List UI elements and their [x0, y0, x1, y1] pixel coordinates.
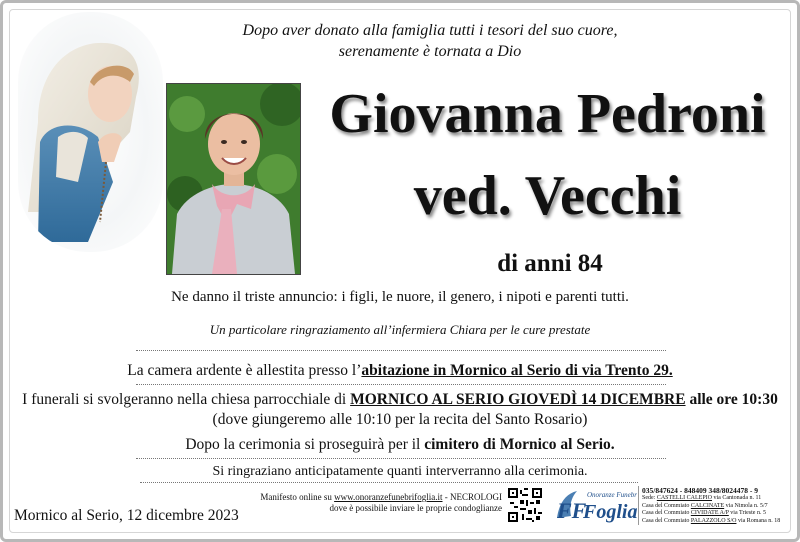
contact-line — [642, 503, 796, 511]
online-site-link[interactable]: www.onoranzefunebrifoglia.it — [334, 492, 443, 502]
portrait-illustration — [167, 84, 300, 274]
logo-name: Foglia — [583, 501, 637, 523]
contact-address: via Romana n. 18 — [736, 517, 781, 524]
funeral-home-contacts — [638, 486, 796, 525]
camera-ardente-text — [0, 362, 800, 380]
contact-label: Casa del Commiato — [642, 517, 691, 524]
foglia-logo-graphic — [553, 486, 637, 526]
deceased-married-name: ved. Vecchi — [413, 165, 682, 227]
verse-line-2: serenamente è tornata a Dio — [338, 43, 522, 60]
contact-label: Casa del Commiato — [642, 510, 691, 517]
contact-address: via Nimola n. 5/7 — [724, 502, 768, 509]
online-prefix: Manifesto online su — [260, 492, 335, 502]
place-date: Mornico al Serio, 12 dicembre 2023 — [14, 507, 239, 524]
deceased-portrait — [166, 83, 301, 275]
madonna-illustration — [18, 12, 163, 252]
logo-tagline: Onoranze Funebri — [587, 491, 637, 499]
qr-code-icon[interactable] — [508, 488, 542, 522]
deceased-name: Giovanna Pedroni — [329, 83, 766, 145]
dotted-divider-2 — [136, 384, 666, 385]
contact-place: PALAZZOLO S/O — [690, 517, 737, 524]
advance-thanks-text: Si ringraziano anticipatamente quanti interverranno alla cerimonia. — [212, 464, 588, 479]
qr-code-graphic — [508, 488, 542, 522]
ceremony-cemetery: cimitero di Mornico al Serio. — [424, 436, 615, 453]
funeral-time: alle ore 10:30 — [685, 391, 778, 408]
online-suffix: - NECROLOGI — [442, 492, 502, 502]
special-thanks-text: Un particolare ringraziamento all’infermiera Chiara per le cure prestate — [209, 322, 591, 337]
contact-line — [642, 495, 796, 503]
dotted-divider-1 — [136, 350, 666, 351]
deceased-age: di anni 84 — [497, 250, 603, 277]
contact-label: Casa del Commiato — [642, 502, 691, 509]
announcement-text: Ne danno il triste annuncio: i figli, le nuore, il genero, i nipoti e parenti tutti. — [171, 289, 629, 305]
madonna-image — [18, 12, 163, 252]
online-notice — [240, 492, 502, 514]
foglia-logo — [553, 486, 637, 526]
opening-verse — [200, 20, 660, 62]
logo-letters: FF — [557, 498, 587, 523]
contact-address: via Cantonada n. 11 — [712, 495, 762, 501]
camera-location: abitazione in Mornico al Serio di via Trento 29. — [361, 362, 673, 379]
online-line-1 — [240, 492, 502, 503]
funeral-text — [0, 391, 800, 409]
online-line-2: dove è possibile inviare le proprie condoglianze — [329, 503, 502, 513]
dotted-divider-4 — [140, 482, 638, 483]
funeral-prefix: I funerali si svolgeranno nella chiesa parrocchiale di — [22, 391, 351, 408]
funeral-note: (dove giungeremo alle 10:10 per la recita del Santo Rosario) — [212, 411, 588, 428]
contact-address: via Trieste n. 5 — [728, 510, 766, 517]
ceremony-text — [0, 436, 800, 454]
contact-line — [642, 510, 796, 518]
ceremony-prefix: Dopo la cerimonia si proseguirà per il — [185, 436, 425, 453]
contact-phones: 035/847624 - 848409 348/8024478 - 9 — [642, 486, 759, 495]
camera-prefix: La camera ardente è allestita presso l’ — [127, 362, 362, 379]
contact-line — [642, 518, 796, 526]
contact-place: CASTELLI CALEPIO — [656, 495, 713, 501]
verse-line-1: Dopo aver donato alla famiglia tutti i tesori del suo cuore, — [242, 22, 618, 39]
dotted-divider-3 — [136, 458, 666, 459]
contact-place: CIVIDATE A/P — [690, 510, 729, 517]
contact-label: Sede: — [642, 495, 657, 501]
contact-place: CALCINATE — [690, 502, 725, 509]
funeral-church-date: MORNICO AL SERIO GIOVEDÌ 14 DICEMBRE — [350, 391, 686, 408]
